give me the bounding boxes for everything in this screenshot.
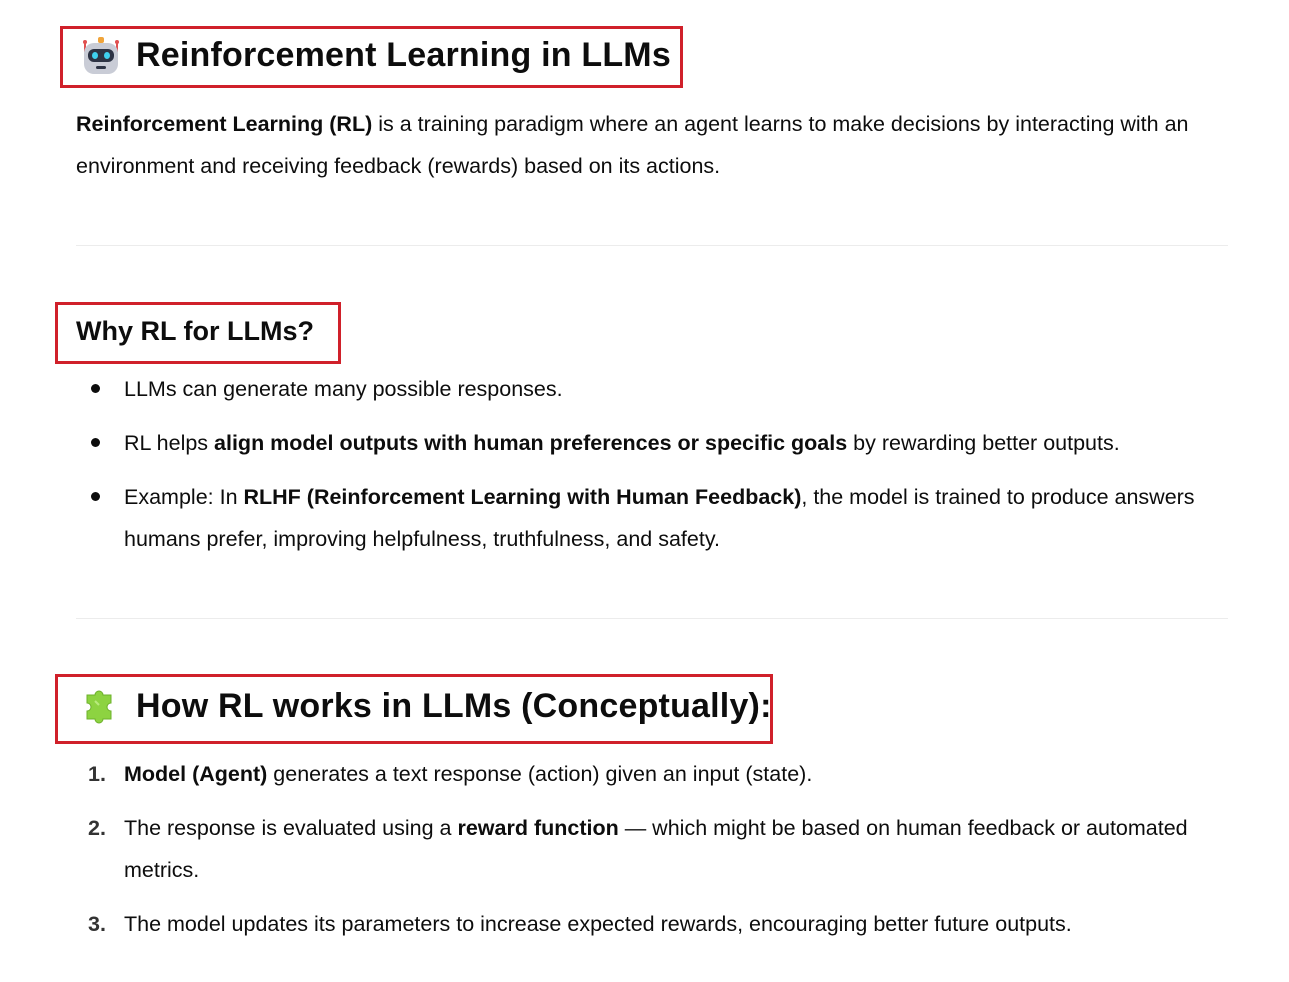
section-heading-how-rl: How RL works in LLMs (Conceptually): (136, 687, 772, 725)
list-number: 1. (88, 762, 106, 786)
bullet (91, 492, 100, 501)
list-number: 3. (88, 912, 106, 936)
list-item: The response is evaluated using a reward function — which might be based on human feedback or automated metrics. (124, 816, 1188, 882)
intro-text: is a training paradigm where an agent learns to make decisions by interacting with an environment and receiving feedback (rewards) based on its actions. (76, 112, 1189, 178)
bullet (91, 438, 100, 447)
intro-paragraph (76, 103, 1226, 187)
list-item: The model updates its parameters to increase expected rewards, encouraging better future outputs. (124, 912, 1072, 936)
robot-icon (81, 36, 121, 76)
list-number: 2. (88, 816, 106, 840)
puzzle-icon (81, 687, 121, 727)
intro-bold-term: Reinforcement Learning (RL) (76, 112, 373, 136)
divider (76, 245, 1228, 246)
page-title: Reinforcement Learning in LLMs (136, 36, 671, 74)
list-item: Example: In RLHF (Reinforcement Learning with Human Feedback), the model is trained to produce answers humans prefer, improving helpfulness, truthfulness, and safety. (124, 485, 1195, 551)
section-heading-why-rl: Why RL for LLMs? (76, 316, 314, 346)
divider (76, 618, 1228, 619)
bullet (91, 384, 100, 393)
list-item: LLMs can generate many possible responses. (124, 377, 563, 401)
list-item: Model (Agent) generates a text response (action) given an input (state). (124, 762, 813, 786)
list-item: RL helps align model outputs with human preferences or specific goals by rewarding better outputs. (124, 431, 1120, 455)
